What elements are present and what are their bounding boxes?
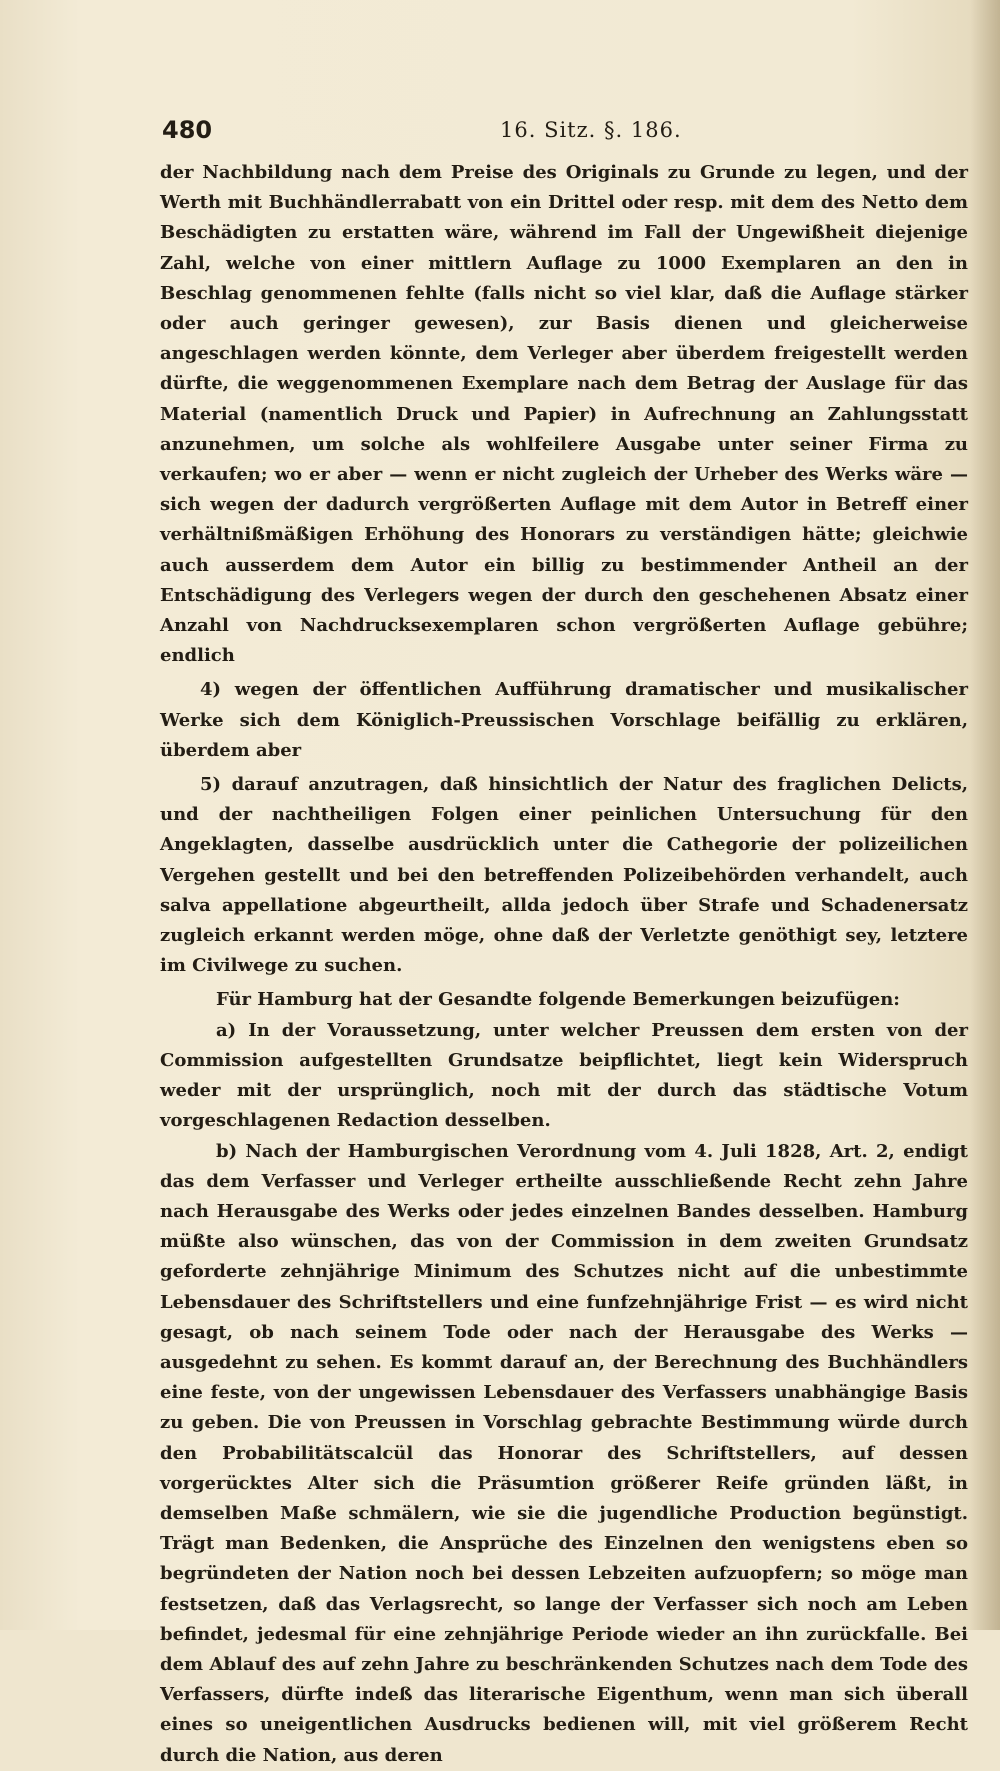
body-text <box>160 158 968 1771</box>
paragraph-item-b: b) Nach der Hamburgischen Verordnung vom 4. Juli 1828, Art. 2, endigt das dem Verfasser und Verleger ertheilte ausschließende Recht zehn Jahre nach Herausgabe des Werks oder jedes einzelnen Bandes desselben. Hamburg müßte also wünschen, das von der Commission in dem zweiten Grundsatz geforderte zehnjährige Minimum des Schutzes nicht auf die unbestimmte Lebensdauer des Schriftstellers und eine funfzehnjährige Frist — es wird nicht gesagt, ob nach seinem Tode oder nach der Herausgabe des Werks — ausgedehnt zu sehen. Es kommt darauf an, der Berechnung des Buchhändlers eine feste, von der ungewissen Lebensdauer des Verfassers unabhängige Basis zu geben. Die von Preussen in Vorschlag gebrachte Bestimmung würde durch den Probabilitätscalcül das Honorar des Schriftstellers, auf dessen vorgerücktes Alter sich die Präsumtion größerer Reife gründen läßt, in demselben Maße schmälern, wie sie die jugendliche Production begünstigt. Trägt man Bedenken, die Ansprüche des Einzelnen den wenigstens eben so begründeten der Nation noch bei dessen Lebzeiten aufzuopfern; so möge man festsetzen, daß das Verlagsrecht, so lange der Verfasser sich noch am Leben befindet, jedesmal für eine zehnjährige Periode wieder an ihn zurückfalle. Bei dem Ablauf des auf zehn Jahre zu beschränkenden Schutzes nach dem Tode des Verfassers, dürfte indeß das literarische Eigenthum, wenn man sich überall eines so uneigentlichen Ausdrucks bedienen will, mit viel größerem Recht durch die Nation, aus deren <box>160 1140 968 1766</box>
paragraph-item-4: 4) wegen der öffentlichen Aufführung dramatischer und musikalischer Werke sich dem Königlich-Preussischen Vorschlage beifällig zu erklären, überdem aber <box>160 679 968 761</box>
running-head: 16. Sitz. §. 186. <box>500 118 682 142</box>
page-header <box>162 116 960 152</box>
paragraph-item-a: a) In der Voraussetzung, unter welcher Preussen dem ersten von der Commission aufgestellten Grundsatze beipflichtet, liegt kein Widerspruch weder mit der ursprünglich, noch mit der durch das städtische Votum vorgeschlagenen Redaction desselben. <box>160 1019 968 1132</box>
paragraph-item-5: 5) darauf anzutragen, daß hinsichtlich der Natur des fraglichen Delicts, und der nachtheiligen Folgen einer peinlichen Untersuchung für den Angeklagten, dasselbe ausdrücklich unter die Cathegorie der polizeilichen Vergehen gestellt und bei den betreffenden Polizeibehörden verhandelt, auch salva appellatione abgeurtheilt, allda jedoch über Strafe und Schadenersatz zugleich erkannt werden möge, ohne daß der Verletzte genöthigt sey, letztere im Civilwege zu suchen. <box>160 774 968 977</box>
paragraph-continuation: der Nachbildung nach dem Preise des Originals zu Grunde zu legen, und der Werth mit Buchhändlerrabatt von ein Drittel oder resp. mit dem des Netto dem Beschädigten zu erstatten wäre, während im Fall der Ungewißheit diejenige Zahl, welche von einer mittlern Auflage zu 1000 Exemplaren an den in Beschlag genommenen fehlte (falls nicht so viel klar, daß die Auflage stärker oder auch geringer gewesen), zur Basis dienen und gleicherweise angeschlagen werden könnte, dem Verleger aber überdem freigestellt werden dürfte, die weggenommenen Exemplare nach dem Betrag der Auslage für das Material (namentlich Druck und Papier) in Aufrechnung an Zahlungsstatt anzunehmen, um solche als wohlfeilere Ausgabe unter seiner Firma zu verkaufen; wo er aber — wenn er nicht zugleich der Urheber des Werks wäre — sich wegen der dadurch vergrößerten Auflage mit dem Autor in Betreff einer verhältnißmäßigen Erhöhung des Honorars zu verständigen hätte; gleichwie auch ausserdem dem Autor ein billig zu bestimmender Antheil an der Entschädigung des Verlegers wegen der durch den geschehenen Absatz einer Anzahl von Nachdrucksexemplaren schon vergrößerten Auflage gebühre; endlich <box>160 162 968 667</box>
page-edge-shadow <box>970 0 1000 1630</box>
page-number: 480 <box>162 116 213 144</box>
paragraph-hamburg-intro: Für Hamburg hat der Gesandte folgende Bemerkungen beizufügen: <box>216 989 900 1011</box>
